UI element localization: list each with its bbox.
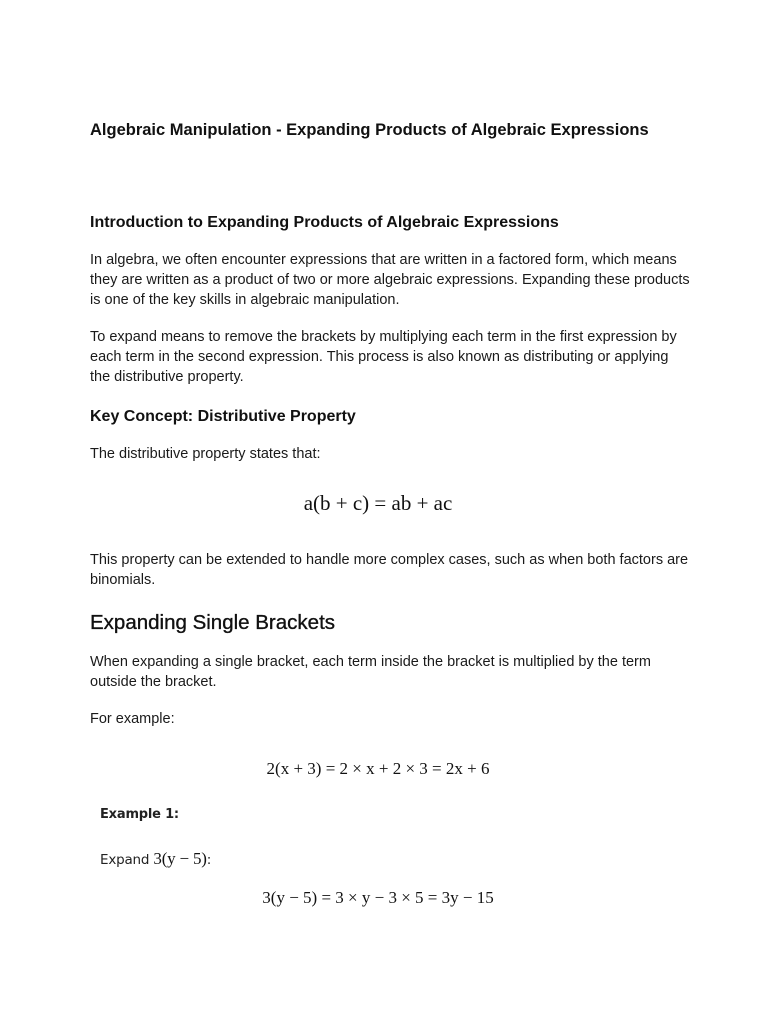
for-example-label: For example: <box>90 711 175 727</box>
example-1-prompt-suffix: : <box>206 852 212 868</box>
intro-paragraph-1: In algebra, we often encounter expressions that are written in a factored form, which means they are written as a product of two or more algebraic expressions. Expanding these products is one of the key skills in algebraic manipulation. <box>90 252 690 308</box>
intro-paragraph-2: To expand means to remove the brackets by multiplying each term in the first expression by each term in the second expression. This process is also known as distributing or applying the distributive property. <box>90 329 677 385</box>
key-concept-lead: The distributive property states that: <box>90 446 321 462</box>
example-1-prompt <box>100 849 211 869</box>
example-1-label: Example 1: <box>100 807 179 822</box>
single-brackets-heading: Expanding Single Brackets <box>90 611 336 634</box>
key-concept-heading: Key Concept: Distributive Property <box>90 408 356 425</box>
distributive-equation: a(b + c) = ab + ac <box>303 491 453 515</box>
document-title: Algebraic Manipulation - Expanding Products of Algebraic Expressions <box>90 121 649 139</box>
single-brackets-paragraph: When expanding a single bracket, each term inside the bracket is multiplied by the term outside the bracket. <box>90 654 651 690</box>
extension-paragraph: This property can be extended to handle more complex cases, such as when both factors are binomials. <box>90 552 689 588</box>
intro-heading: Introduction to Expanding Products of Algebraic Expressions <box>90 214 559 231</box>
example-1-solution: 3(y − 5) = 3 × y − 3 × 5 = 3y − 15 <box>262 888 494 907</box>
example-equation: 2(x + 3) = 2 × x + 2 × 3 = 2x + 6 <box>266 759 490 778</box>
example-1-expression: 3(y − 5) <box>153 849 207 868</box>
example-1-prompt-text: Expand <box>100 852 150 868</box>
